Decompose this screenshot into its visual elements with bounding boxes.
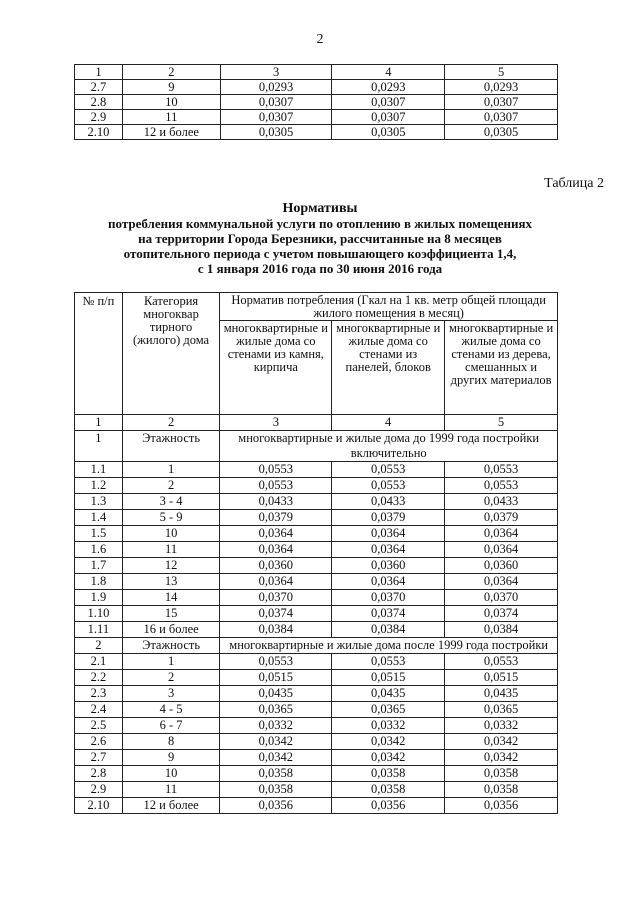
table-row xyxy=(75,750,558,766)
table-cell: 12 и более xyxy=(122,125,220,140)
table-row xyxy=(75,782,558,798)
table-row xyxy=(75,622,558,638)
table-cell: 1.2 xyxy=(75,478,123,494)
table-cell: 0,0293 xyxy=(332,80,445,95)
table-cell: 0,0356 xyxy=(220,798,332,814)
table-cell: 0,0433 xyxy=(445,494,558,510)
table-cell: 0,0342 xyxy=(332,750,445,766)
table-cell: 0,0433 xyxy=(332,494,445,510)
table-cell: 0,0370 xyxy=(220,590,332,606)
table-cell: 2.2 xyxy=(75,670,123,686)
table-cell: 0,0553 xyxy=(445,654,558,670)
table-cell: 0,0379 xyxy=(220,510,332,526)
table-cell: 0,0293 xyxy=(445,80,558,95)
table-cell: 0,0365 xyxy=(220,702,332,718)
table-cell: 0,0553 xyxy=(220,462,332,478)
table-row xyxy=(75,110,558,125)
table-cell: 0,0553 xyxy=(332,654,445,670)
title-line: потребления коммунальной услуги по отоплению в жилых помещениях xyxy=(108,216,532,231)
title-line: на территории Города Березники, рассчитанные на 8 месяцев xyxy=(138,231,502,246)
table-cell: 0,0356 xyxy=(332,798,445,814)
table-cell: 0,0370 xyxy=(332,590,445,606)
table-row xyxy=(75,718,558,734)
table-row xyxy=(75,686,558,702)
table-cell: 1.5 xyxy=(75,526,123,542)
table-cell: 2.3 xyxy=(75,686,123,702)
table-row xyxy=(75,590,558,606)
table-cell: 0,0433 xyxy=(220,494,332,510)
header-norm: Норматив потребления (Гкал на 1 кв. метр общей площади жилого помещения в месяц) xyxy=(220,293,558,321)
table-cell: 0,0553 xyxy=(220,654,332,670)
table-row xyxy=(75,558,558,574)
table-cell: 0,0435 xyxy=(445,686,558,702)
table-cell: 1.6 xyxy=(75,542,123,558)
table-cell: 12 xyxy=(122,558,220,574)
table-cell: 3 xyxy=(220,415,332,431)
header-col3: многоквартирные и жилые дома со стенами из камня, кирпича xyxy=(220,321,332,415)
table-cell: 1.4 xyxy=(75,510,123,526)
table-cell: 2.7 xyxy=(75,750,123,766)
table-cell: 0,0342 xyxy=(445,734,558,750)
table-row xyxy=(75,526,558,542)
table-cell: 0,0365 xyxy=(332,702,445,718)
table-cell: 0,0379 xyxy=(332,510,445,526)
table-cell: 0,0358 xyxy=(220,782,332,798)
table-cell: 0,0342 xyxy=(220,734,332,750)
table-cell: 1.9 xyxy=(75,590,123,606)
table-cell: 1.1 xyxy=(75,462,123,478)
table-row xyxy=(75,462,558,478)
section-label: многоквартирные и жилые дома до 1999 года постройки включительно xyxy=(220,431,558,462)
table-cell: 0,0379 xyxy=(445,510,558,526)
table-cell: 13 xyxy=(122,574,220,590)
table-cell: 0,0364 xyxy=(445,542,558,558)
table-cell: 10 xyxy=(122,526,220,542)
table-cell: 0,0374 xyxy=(332,606,445,622)
table-cell: 2.9 xyxy=(75,782,123,798)
table-row xyxy=(75,734,558,750)
table-row xyxy=(75,606,558,622)
table-row xyxy=(75,574,558,590)
continuation-table xyxy=(74,64,558,140)
header-category: Категория многоквар тирного (жилого) дома xyxy=(122,293,220,415)
table-cell: 0,0364 xyxy=(220,542,332,558)
table-cell: 0,0553 xyxy=(445,462,558,478)
table-cell: 15 xyxy=(122,606,220,622)
header-num: № п/п xyxy=(75,293,123,415)
table-cell: 2 xyxy=(122,65,220,80)
table-cell: 0,0553 xyxy=(445,478,558,494)
table-cell: 2.10 xyxy=(75,798,123,814)
table-cell: 0,0384 xyxy=(220,622,332,638)
table-title xyxy=(60,201,580,276)
table-cell: 2.1 xyxy=(75,654,123,670)
table-row xyxy=(75,494,558,510)
table-cell: 2.10 xyxy=(75,125,123,140)
table-cell: 0,0364 xyxy=(332,526,445,542)
table-cell: 2 xyxy=(122,415,220,431)
norms-table xyxy=(74,292,558,814)
table-cell: 1.10 xyxy=(75,606,123,622)
table-cell: 0,0435 xyxy=(332,686,445,702)
table-row xyxy=(75,510,558,526)
table-cell: 2.7 xyxy=(75,80,123,95)
table-cell: 2.8 xyxy=(75,766,123,782)
table-row xyxy=(75,478,558,494)
page-number: 2 xyxy=(316,32,324,47)
table-cell: 1 xyxy=(75,415,123,431)
table-cell: 0,0307 xyxy=(332,95,445,110)
table-cell: 0,0307 xyxy=(445,95,558,110)
table-row xyxy=(75,95,558,110)
table-cell: 0,0358 xyxy=(332,766,445,782)
table-cell: 1.7 xyxy=(75,558,123,574)
section-header-row xyxy=(75,431,558,462)
table-cell: 0,0342 xyxy=(445,750,558,766)
table-cell: 0,0305 xyxy=(445,125,558,140)
table-cell: 4 xyxy=(332,65,445,80)
table-cell: 0,0384 xyxy=(445,622,558,638)
table-cell: 0,0358 xyxy=(220,766,332,782)
table-cell: 9 xyxy=(122,80,220,95)
table-cell: 0,0307 xyxy=(220,95,332,110)
table-cell: 6 - 7 xyxy=(122,718,220,734)
table-cell: 2.5 xyxy=(75,718,123,734)
table-cell: 0,0360 xyxy=(220,558,332,574)
table-cell: 16 и более xyxy=(122,622,220,638)
table-cell: 0,0364 xyxy=(445,574,558,590)
table-cell: 10 xyxy=(122,766,220,782)
table-cell: 14 xyxy=(122,590,220,606)
table-cell: 11 xyxy=(122,782,220,798)
table-label: Таблица 2 xyxy=(544,176,604,191)
table-cell: 0,0293 xyxy=(220,80,332,95)
table-cell: 0,0370 xyxy=(445,590,558,606)
table-cell: 3 xyxy=(220,65,332,80)
table-cell: 2.8 xyxy=(75,95,123,110)
table-row xyxy=(75,654,558,670)
table-cell: 2.6 xyxy=(75,734,123,750)
table-cell: 0,0553 xyxy=(220,478,332,494)
table-cell: 1 xyxy=(122,462,220,478)
table-cell: 0,0515 xyxy=(332,670,445,686)
section-number: 1 xyxy=(75,431,123,462)
section-category: Этажность xyxy=(122,638,220,654)
header-col5: многоквартирные и жилые дома со стенами из дерева, смешанных и других материалов xyxy=(445,321,558,415)
table-cell: 1 xyxy=(122,654,220,670)
table-cell: 5 xyxy=(445,415,558,431)
table-cell: 0,0307 xyxy=(332,110,445,125)
table-cell: 11 xyxy=(122,110,220,125)
table-row xyxy=(75,766,558,782)
section-number: 2 xyxy=(75,638,123,654)
table-cell: 11 xyxy=(122,542,220,558)
table-cell: 0,0364 xyxy=(332,542,445,558)
table-cell: 0,0365 xyxy=(445,702,558,718)
table-cell: 8 xyxy=(122,734,220,750)
header-col4: многоквартирные и жилые дома со стенами из панелей, блоков xyxy=(332,321,445,415)
table-cell: 4 xyxy=(332,415,445,431)
table-cell: 0,0332 xyxy=(445,718,558,734)
table-cell: 0,0358 xyxy=(332,782,445,798)
table-cell: 0,0307 xyxy=(445,110,558,125)
table-cell: 1.8 xyxy=(75,574,123,590)
title-line: Нормативы xyxy=(282,201,358,216)
table-cell: 0,0305 xyxy=(332,125,445,140)
table-cell: 0,0384 xyxy=(332,622,445,638)
table-cell: 0,0360 xyxy=(445,558,558,574)
table-row xyxy=(75,125,558,140)
table-cell: 0,0305 xyxy=(220,125,332,140)
table-cell: 4 - 5 xyxy=(122,702,220,718)
table-cell: 0,0358 xyxy=(445,766,558,782)
table-cell: 1.11 xyxy=(75,622,123,638)
column-number-row xyxy=(75,415,558,431)
table-cell: 3 - 4 xyxy=(122,494,220,510)
table-cell: 0,0332 xyxy=(220,718,332,734)
table-cell: 0,0515 xyxy=(220,670,332,686)
table-cell: 2 xyxy=(122,478,220,494)
table-cell: 1 xyxy=(75,65,123,80)
table-cell: 0,0364 xyxy=(220,526,332,542)
table-cell: 2.9 xyxy=(75,110,123,125)
table-cell: 0,0364 xyxy=(220,574,332,590)
table-cell: 0,0332 xyxy=(332,718,445,734)
table-cell: 9 xyxy=(122,750,220,766)
table-row xyxy=(75,702,558,718)
table-row xyxy=(75,542,558,558)
section-label: многоквартирные и жилые дома после 1999 года постройки xyxy=(220,638,558,654)
section-category: Этажность xyxy=(122,431,220,462)
table-cell: 2.4 xyxy=(75,702,123,718)
table-row xyxy=(75,80,558,95)
table-cell: 10 xyxy=(122,95,220,110)
section-header-row xyxy=(75,638,558,654)
title-line: отопительного периода с учетом повышающего коэффициента 1,4, xyxy=(123,246,517,261)
column-number-row xyxy=(75,65,558,80)
table-cell: 3 xyxy=(122,686,220,702)
table-cell: 2 xyxy=(122,670,220,686)
table-cell: 0,0307 xyxy=(220,110,332,125)
table-cell: 0,0553 xyxy=(332,462,445,478)
table-row xyxy=(75,670,558,686)
table-cell: 0,0358 xyxy=(445,782,558,798)
table-cell: 0,0374 xyxy=(220,606,332,622)
table-cell: 0,0356 xyxy=(445,798,558,814)
table-cell: 5 xyxy=(445,65,558,80)
table-cell: 0,0364 xyxy=(332,574,445,590)
table-cell: 0,0342 xyxy=(332,734,445,750)
table-cell: 12 и более xyxy=(122,798,220,814)
table-cell: 5 - 9 xyxy=(122,510,220,526)
table-cell: 0,0435 xyxy=(220,686,332,702)
table-cell: 1.3 xyxy=(75,494,123,510)
table-row xyxy=(75,798,558,814)
table-cell: 0,0553 xyxy=(332,478,445,494)
table-cell: 0,0374 xyxy=(445,606,558,622)
table-cell: 0,0364 xyxy=(445,526,558,542)
table-cell: 0,0515 xyxy=(445,670,558,686)
table-cell: 0,0360 xyxy=(332,558,445,574)
table-cell: 0,0342 xyxy=(220,750,332,766)
title-line: с 1 января 2016 года по 30 июня 2016 года xyxy=(197,261,443,276)
